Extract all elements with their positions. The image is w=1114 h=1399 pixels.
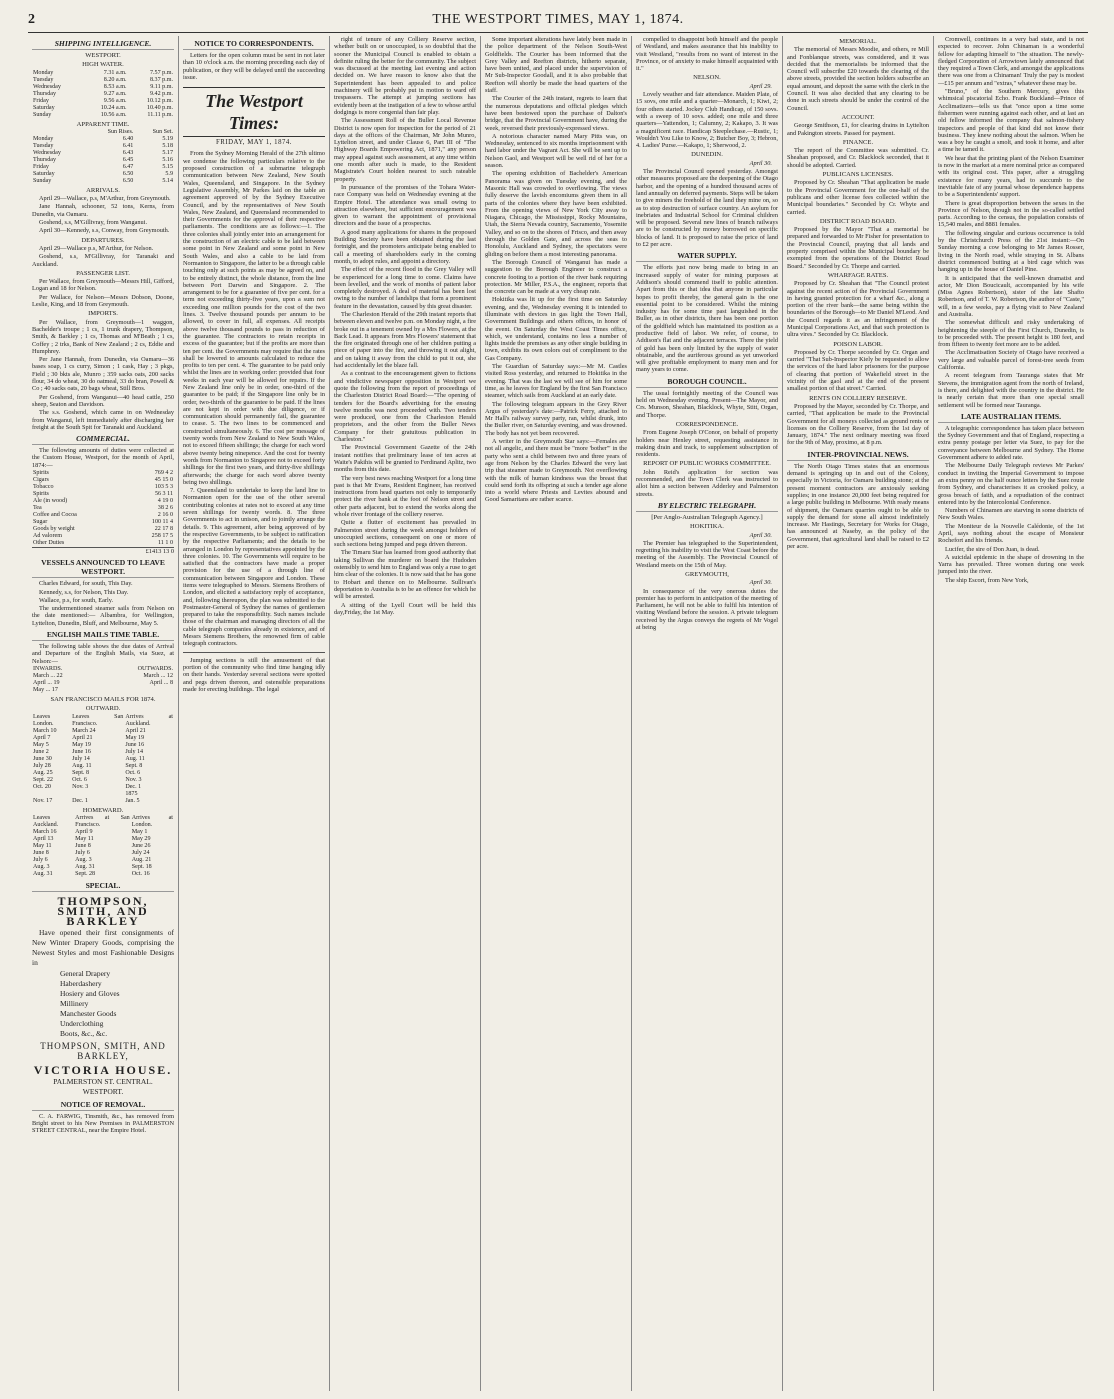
sun-table (32, 129, 174, 185)
tide-row: Tuesday 8.20 a.m. 8.37 p.m. (33, 76, 173, 83)
sf-row: May 5 May 19 June 16 (33, 741, 145, 748)
tide-row: Friday 9.56 a.m. 10.12 p.m. (33, 97, 173, 104)
duty-row: Other Duties 11 1 0 (33, 539, 173, 546)
hokitika-text: The Premier has telegraphed to the Superintendent, regretting his inability to visit the West Coast before the meeting of the Assembly. The Provincial Council of Westland meets on the 15th of May. (636, 539, 778, 569)
col4-para-2: The Courier of the 24th instant, regrets to learn that the numerous deputations and official pledges which have been bestowed upon the purchase of Dalton's bridge, that the Provincial Government have, during the week, reversed their previously-expressed views. (485, 95, 627, 132)
sun-row: Thursday 6.45 5.16 (33, 156, 173, 163)
sf-row: June 8 July 6 July 24 (33, 849, 150, 856)
sun-row: Wednesday 6.43 5.17 (33, 149, 173, 156)
finance-heading: FINANCE. (842, 138, 874, 146)
sf-row: July 6 Aug. 3 Aug. 21 (33, 856, 152, 863)
col7-para-12: The Moniteur de la Nouvelle Calédonie, of the 1st April, says nothing about the escape of Monsieur Rochefort and his friends. (938, 522, 1084, 545)
col7-para-7: The somewhat difficult and risky undertaking of heightening the steeple of the First Church, Dunedin, is to be proceeded with. The present height is 180 feet, and from fifteen to twenty feet more are to be added. (938, 319, 1084, 349)
col3-para-2: The Assessment Roll of the Buller Local Revenue District is now open for inspection for the period of 21 days at the offices of the Chairman, Mr John Munro, Lyttelton street, and under Clause 6, Part III of "The Highway Boards Empowering Act, 1871," any person may appeal against such assessment, at any time within one month after such is made, to the Resident Magistrate's Court holden nearest to such rateable property. (334, 117, 476, 183)
nelson-date: April 29. (749, 82, 772, 90)
mail-row: April ... 19 April ... 8 (33, 679, 173, 686)
sf-row: June 30 July 14 Aug. 11 (33, 755, 145, 762)
ad-goods-list (60, 969, 174, 1039)
tide-row: Wednesday 8.53 a.m. 9.11 p.m. (33, 83, 173, 90)
australian-items-text: A telegraphic correspondence has taken place between the Sydney Government and that of England, respecting a extra penny postage per letter via Suez, to pay for the conveyance between Melbourne and Sydney. The Home Government adhere to added rate. (938, 424, 1084, 462)
sf-row: 1875 (125, 790, 138, 797)
commercial-intro: The following amounts of duties were collected at the Custom House, Westport, for the month of April, 1874:— (32, 447, 174, 469)
sf-row: Sept. 22 Oct. 6 Nov. 3 (33, 776, 142, 783)
borough-council-text: The usual fortnightly meeting of the Council was held on Wednesday evening. Present—The Mayor, and Crs. Munson, Sheahan, Blacklock, Whyte, Stitt, Organ, and Thorpe. (636, 389, 778, 419)
arrival-item: Jane Hannah, schooner, 52 tons, Kerns, from Dunedin, via Oamaru. (32, 203, 174, 218)
ad-text: Have opened their first consignments of New Winter Drapery Goods, comprising the Newest Styles and most Fashionable Designs in (32, 927, 174, 967)
sun-header-row: Sun Rises. Sun Set. (107, 128, 173, 135)
sf-header-row: Leaves London. Leaves San Francisco. Arrives at Auckland. (33, 713, 173, 727)
vessel-item: Wallace, p.s, for south, Early. (39, 596, 114, 604)
mails-header-row: INWARDS. OUTWARDS. (33, 665, 173, 672)
road-board-text: Proposed by the Mayor "That a memorial be prepared and forwarded to Mr Fisher for presentation to the Provincial Council, praying that all lands and property comprised within the Municipal boundary be exempted from the operations of the District Road Board." Seconded by Cr. Thorpe and carried. (787, 226, 929, 270)
vessels-list (32, 580, 174, 604)
shipping-notice: The s.s. Goshend, which came in on Wednesday from Wanganui, left immediately after discharging her freight at the South Spit for Taranaki and Auckland. (32, 409, 174, 431)
tides-table (32, 70, 174, 119)
col3-para-3: In pursuance of the promises of the Tohara Water-race Company was held on Wednesday evening at the Empire Hotel. The attendance was small owing to attraction elsewhere, but sufficient encouragement was given to warrant the appointment of provisional directors and the issue of a prospectus. (334, 183, 476, 228)
ad-house: VICTORIA HOUSE. (33, 1062, 173, 1077)
col4-para-4: The opening exhibition of Bachelder's American Panorama was given on Tuesday evening, and the Masonic Hall was crowded to overflowing. The views fully deserve the lavish encomiums given them in all parts of the colonies where they have been exhibited. From the opening views of New York City away to Niagara, Chicago, the Mississippi, Rocky Mountains, Utah, the Sierra Nevada country, Sacramento, Yosemite Valley, and so on to the shores of Frisco, and then away through the Golden Gate, and across the seas to Honolulu, Auckland and Sydney, the spectators were gliding on before them a most interesting panorama. (485, 170, 627, 258)
leader-para-1: From the Sydney Morning Herald of the 27th ultimo we condense the following particulars relative to the proposed construction of a submarine telegraph communication between New Zealand, New South Wales, Queensland, and Singapore. In the Sydney Legislative Assembly, Mr Parkes laid on the table an agreement approved of by the Sydney Executive Council, and by the representatives of New South Wales, New Zealand, and Queensland recommended to their Governments for the approval of their respective parliaments. The conditions are as follows:—1. The three colonies shall jointly enter into an arrangement for the construction of an electric cable to be laid between some point in New Zealand and some point in New South Wales, and also a cable to be laid from Normanton to Singapore, the latter to be a through cable touching only at such points as may be agreed on, and to be entirely distinct, the whole distance, from the line between Port Darwin and Singapore. 2. The arrangement to be for a guarantee of five per cent. for a term not exceeding thirty-five years, upon a sum not exceeding one million pounds for the cost of the two lines. 3. Twelve thousand pounds per annum to be allowed, to cover in full, all expenses. All receipts above twelve thousand pounds to pass in reduction of the guarantee. The contractors to retain receipts in excess of the guarantee; but if the profits are more than ten per cent. the Governments may require that the rates shall be lowered to amounts calculated to reduce the profits to ten per cent. 4. The guarantee to be paid only whilst the lines are in working order: provided that four weeks in each year will be allowed for repairs. If the New Zealand line only be in order, one-third of the guarantee to be paid; if the Singapore line only be in order, two-thirds of the guarantee to be paid. If the lines are not kept in order with due diligence, or if communication should permanently fail, the guarantee to cease. 5. The two lines to be commenced and constructed simultaneously. 6. The cost per message of twenty words from New Zealand to New South Wales, not to exceed fifteen shillings; the charge for each word above twenty being ninepence. And the cost for twenty words from Normanton to Singapore not to exceed forty shillings for the first two years, and thirty-five shillings afterwards; the charge for each word above twenty being two shillings. (183, 150, 325, 486)
rents-heading: RENTS ON COLLIERY RESERVE. (809, 394, 907, 402)
mails-heading: ENGLISH MAILS TIME TABLE. (32, 630, 174, 641)
vessels-heading: VESSELS ANNOUNCED TO LEAVE WESTPORT. (32, 558, 174, 578)
sf-row: Aug. 25 Sept. 8 Oct. 6 (33, 769, 141, 776)
telegraph-agency: [Per Anglo-Australian Telegraph Agency.] (651, 513, 763, 521)
account-heading: ACCOUNT. (841, 113, 875, 121)
leader-para-2: 7. Queensland to undertake to keep the land line to Normanton open for the use of the other several contributing colonies at rates not to exceed at any time seven shillings for twenty words. 8. The three Governments to act in unison, and to jointly arrange the details. 9. This agreement, after being approved of by the respective Governments, to be subject to ratification by the respective Parliaments; and the details to be arranged in London by representatives appointed by the three colonies. 10. The Governments will require to be satisfied that the contractors have made a proper provision for the use of a through line of communication between Singapore and London. These items were telegraphed to Messrs. Siemens Brothers of London, and elicited a satisfactory reply of acceptance, and, following thereupon, the plan was submitted to the Postmaster-General of Sydney the names of gentlemen prepared to take the responsibility. Such names include those of the chairman and managing directors of all the cable telegraph companies already in existence, and of Messrs Siemens Brothers, the renowned firm of cable telegraph contractors. (183, 487, 325, 648)
col7-para-3: We hear that the printing plant of the Nelson Examiner is now in the market at a mere nominal price as compared with its original cost. This paper, after a struggling existence for many years, had to succumb to the inevitable fate of any journal whose dependence happens to be a Superintendents' support. (938, 154, 1084, 199)
column-7 (934, 36, 1088, 1391)
ad-goods-item: Hosiery and Gloves (60, 988, 120, 998)
passenger-item: Per Wallace, from Greymouth—Messrs Hill, Gifford, Logan and 18 for Nelson. (32, 278, 174, 293)
telegraph-heading: BY ELECTRIC TELEGRAPH. (636, 501, 778, 512)
greymouth-date: April 30. (749, 579, 772, 587)
westport-subheading: WESTPORT. (85, 52, 121, 59)
leader-date: FRIDAY, MAY 1, 1874. (216, 139, 292, 147)
mails-table (32, 666, 174, 694)
removal-text: C. A. FARWIG, Tinsmith, &c., has removed from Bright street to his New Premises in PALMERSTON STREET CENTRAL, near the Empire Hotel. (32, 1112, 174, 1135)
arrival-item: April 30—Kennedy, s.s, Conway, from Greymouth. (39, 227, 170, 235)
publicans-heading: PUBLICANS LICENSES. (822, 171, 894, 179)
dunedin-text: The Provincial Council opened yesterday. Amongst other measures proposed are the deepening of the Otago harbor, and the opening of a hundred thousand acres of land annually on deferred payments. Steps will be taken to give miners the freehold of the land they mine on, so as to stop destruction of surface country. An asylum for inebriates and Industrial School for Criminal children will be proposed. Several new lines of branch railways are to be constructed by money borrowed on specific blocks of land. It is proposed to raise the price of land to £2 per acre. (636, 168, 778, 249)
ad-name: THOMPSON, SMITH, AND BARKLEY (57, 893, 149, 928)
correspondence-heading: CORRESPONDENCE. (675, 420, 739, 428)
poison-labor-text: Proposed by Cr. Thorpe seconded by Cr. Organ and carried "That Sub-Inspector Kiely be requested to allow the services of the hard labor prisoners for the purpose of clearing that portion of Wakefield street in the vicinity of the gaol and at the end of the present smallest portion of that street." Carried. (787, 348, 929, 393)
poison-labor-heading: POISON LABOR. (833, 340, 883, 348)
duty-row: Spirits 769 4 2 (33, 469, 173, 476)
passenger-item: Per Wallace, for Nelson—Messrs Dobson, Doone, Leslie, King, and 18 from Greymouth. (32, 293, 174, 309)
column-6 (783, 36, 934, 1391)
sf-row: Aug. 31 Sept. 28 Oct. 16 (33, 870, 150, 877)
finance-text: The report of the Committee was submitted. Cr. Sheahan proposed, and Cr. Blacklock seconded, that it should be adopted. Carried. (787, 147, 929, 169)
duty-row: Spirits 56 3 11 (33, 490, 173, 497)
road-board-heading: DISTRICT ROAD BOARD. (819, 217, 897, 225)
tide-row: Monday 7.31 a.m. 7.57 p.m. (33, 69, 173, 76)
ad-signature: THOMPSON, SMITH, AND BARKLEY, (40, 1040, 166, 1061)
imports-text-3: Per Goshend, from Wanganui—40 head cattle, 250 sheep, Seaton and Davidson. (32, 393, 174, 408)
tide-row: Sunday 10.56 a.m. 11.11 p.m. (33, 111, 173, 118)
sf-row: Nov. 17 Dec. 1 Jan. 5 (33, 797, 140, 804)
duty-row: Tobacco 103 5 3 (33, 483, 173, 490)
page-number: 2 (28, 12, 36, 27)
publicans-text: Proposed by Cr. Sheahan "That application be made to the Provincial Government for the one-half of the publicans and other license fees collected within the Municipal boundaries." Seconded by Cr. Whyte and carried. (787, 179, 929, 216)
duties-total: £1413 13 0 (32, 547, 174, 555)
apparent-time-heading: APPARENT TIME. (76, 120, 130, 128)
special-heading: SPECIAL. (32, 881, 174, 892)
hokitika-date: April 30. (749, 531, 772, 539)
sf-row: March 16 April 9 May 1 (33, 828, 148, 835)
column-2 (179, 36, 330, 1391)
col7-para-13: Lucifer, the sire of Don Juan, is dead. (945, 545, 1040, 553)
column-1 (28, 36, 179, 1391)
sf-row: April 7 April 21 May 19 (33, 734, 145, 741)
greymouth-heading: GREYMOUTH, (685, 571, 729, 578)
sf-row: March 10 March 24 April 21 (33, 727, 146, 734)
vessel-item: Kennedy, s.s, for Nelson, This Day. (39, 588, 129, 596)
masthead-title: THE WESTPORT TIMES, MAY 1, 1874. (432, 12, 684, 27)
column-4 (481, 36, 632, 1391)
sun-row: Tuesday 6.41 5.18 (33, 142, 173, 149)
imports-text: Per Wallace, from Greymouth—1 waggon, Bachelder's troupe ; 1 cs, 1 trunk drapery, Thompson, Smith, & Barkley ; 1 cs, Thomas and M'Beath ; 1 cs, Coffey ; 2 trks, Bank of New Zealand ; 2 cs, Eddie and Humphrey. (32, 318, 174, 355)
sf-outward-heading: OUTWARD. (85, 705, 121, 713)
high-water-heading: HIGH WATER. (82, 61, 124, 69)
duties-table (32, 470, 174, 547)
col4-para-3: A notorious character named Mary Pitts was, on Wednesday, sentenced to six months imprisonment with hard labor under the Vagrant Act. She will be sent up to Nelson Gaol, and Westport will be well rid of her for a season. (485, 132, 627, 170)
public-works-text: John Reid's application for section was recommended, and the Town Clerk was instructed to allot him a section between Adderley and Palmerston streets. (636, 468, 778, 498)
passenger-list (32, 278, 174, 308)
leader-para-3: Jumping sections is still the amusement of that portion of the community who find time hanging idly on their hands. Yesterday several sections were spotted and pegs driven thereon, and ostensible preparations made for erecting buildings. The legal (183, 656, 325, 693)
shipping-heading: SHIPPING INTELLIGENCE. (32, 39, 174, 50)
greymouth-text: In consequence of the very onerous duties the premier has to perform in anticipation of the meeting of Parliament, he will not be able to fulfil his intention of visiting Westland before the session. A private telegram received by the Argus conveys the regrets of Mr Vogel at being (636, 587, 778, 632)
vessel-item: Charles Edward, for south, This Day. (39, 580, 133, 588)
sf-row: April 13 May 11 May 29 (33, 835, 151, 842)
duty-row: Goods by weight 22 17 8 (33, 525, 173, 532)
ad-goods-item: Millinery (60, 998, 89, 1008)
sf-row: June 2 June 16 July 14 (33, 748, 144, 755)
sf-row: May 11 June 8 June 26 (33, 842, 151, 849)
column-5 (632, 36, 783, 1391)
departure-item: Goshend, s.s, M'Gillivray, for Taranaki and Auckland. (32, 253, 174, 268)
ad-goods-item: Haberdashery (60, 978, 102, 988)
sun-row: Saturday 6.50 5.9 (33, 170, 173, 177)
col4-para-9: A writer in the Greymouth Star says:—Females are not all angelic, and there must be "more 'bother'" in the party who sent a child between two and three years of age from Nelson by the Charles Edward the very last trip that steamer made to Greymouth. Not overflowing with the milk of human kindness was the breast that could send forth its offspring at such a tender age alone into a world where Priests and Levites abound and Good Samaritans are rather scarce. (485, 438, 627, 504)
correspondents-heading: NOTICE TO CORRESPONDENTS. (183, 39, 325, 50)
arrivals-heading: ARRIVALS. (86, 186, 120, 194)
ad-goods-item: General Drapery (60, 968, 111, 978)
col7-para-8: The Acclimatisation Society of Otago have received a very large and valuable parcel of forest-tree seeds from California. (938, 349, 1084, 372)
mail-row: May ... 17 (33, 686, 58, 693)
sf-outward-table (32, 714, 174, 805)
nelson-text: Lovely weather and fair attendance. Maiden Plate, of 15 sovs, one mile and a quarter—Monarch, 1; Kiwi, 2; four others started. Jockey Club Handicap, of 150 sovs. with a sweep of 10 sovs. added; one mile and three quarters—Yattendon, 1; Calumny, 2; Kakapo, 3. It was a magnificent race. Handicap Steeplechase.—Rustic, 1; Wouldn't You Like to Know, 2; Butcher Boy, 3; Hebron, 4. Ladies' Purse.—Kakapo, 1; Sherwood, 2. (636, 91, 778, 150)
duty-row: Ale (in wood) 4 19 0 (33, 497, 173, 504)
wharfage-text: Proposed by Cr. Sheahan that "The Council protest against the recent action of the Provincial Government in having granted protection for a wharf &c., along a portion of the river bank—the same being within the boundaries of the Borough—to Mr Daniel M'Leod. And the Council regards it as an infringement of the Municipal Corporations Act, and that such protection is ultra vires." Seconded by Cr. Blacklock. (787, 280, 929, 339)
col4-para-7: The Guardian of Saturday says:—Mr M. Castles visited Ross yesterday, and returned to Hokitika in the evening. That was the last we will see of him for some time, as he leaves for England by the first San Francisco steamer, which sails from Auckland at an early date. (485, 363, 627, 400)
arrival-item: April 29—Wallace, p.s, M'Arthur, from Greymouth. (39, 195, 171, 203)
col4-para-1: Some important alterations have lately been made in the police department of the Nelson South-West Goldfields. The Courier has been informed that the Grey Valley and Reefton districts, hitherto separate, have been united, and placed under the supervision of Mr Sub-Inspector Goodall, and it is also probable that Reefton will shortly be made the head quarters of the staff. (485, 36, 627, 95)
public-works-heading: REPORT OF PUBLIC WORKS COMMITTEE. (643, 460, 771, 468)
account-text: George Smithson, £1, for clearing drains in Lyttelton and Pakington streets. Passed for payment. (787, 122, 929, 137)
column-3 (330, 36, 481, 1391)
sf-heading: SAN FRANCISCO MAILS FOR 1874. (50, 695, 156, 703)
sun-row: Sunday 6.50 5.14 (33, 177, 173, 184)
col7-para-6: It is anticipated that the well-known dramatist and actor, Mr Dion Boucicault, accompanied by his wife (Miss Agnes Robertson), sister of the late Shafto Robertson, and of T. W. Robertson, the author of "Caste," will, in a few weeks, pay a flying visit to New Zealand and Australia. (938, 274, 1084, 318)
sf-header-row: Leaves Auckland. Arrives at San Francisco. Arrives at London. (33, 814, 173, 828)
col3-para-8: The Provincial Government Gazette of the 24th instant notifies that preliminary lease of ten acres at Waite's Pakihis will be granted to Ferdinand Aplitz, two months from this date. (334, 444, 476, 474)
col3-para-1: right of tenure of any Colliery Reserve section, whether built on or unoccupied, is so doubtful that the sooner the Municipal Council is enabled to obtain a definite ruling the better for the community. The subject was discussed at the meeting last evening and action decided on. We have reason to know also that the Superintendent has been appealed to and police machinery will be probably put in motion to ward off trespassers. The attempt at jumping sections has evidently been at the instigation of a few to whose artful dodgings is more congenial than fair play. (334, 36, 476, 116)
dunedin-date: April 30. (749, 159, 772, 167)
sun-row: Friday 6.47 5.15 (33, 163, 173, 170)
sf-row: Oct. 20 Nov. 3 Dec. 1 (33, 783, 142, 790)
col7-para-9: A recent telegram from Tauranga states that Mr Stevens, the immigration agent from the north of Ireland, is there, and delighted with the country in the district. He is nearly certain that more than one special small settlement will be formed near Tauranga. (938, 372, 1084, 409)
mail-row: March ... 22 March ... 12 (33, 672, 173, 679)
sf-homeward-table (32, 815, 174, 878)
col3-para-11: The Timaru Star has learned from good authority that taking Sullivan the murderer on board the Hudoden ostensibly to send him to England was only a ruse to get him clear of the colonies. It is now said that he has gone to Hobart and thence on to Melbourne. Sullivan's deportation to Australia is to be an offence for which he will be arrested. (334, 549, 476, 601)
tide-row: Thursday 9.27 a.m. 9.42 p.m. (33, 90, 173, 97)
col3-para-4: A good many applications for shares in the proposed Building Society have been obtained during the last fortnight, and the promoters anticipate being enabled to call a meeting of shareholders early in the coming month, to adopt rules, and appoint a directory. (334, 228, 476, 265)
col7-para-15: The ship Escort, from New York, (945, 576, 1029, 584)
ad-town: WESTPORT. (82, 1086, 124, 1096)
sf-row: Aug. 3 Aug. 31 Sept. 18 (33, 863, 152, 870)
arrival-item: Goshend, s.s, M'Gillivray, from Wanganui. (39, 219, 148, 227)
water-supply-heading: WATER SUPPLY. (636, 251, 778, 262)
ad-address: PALMERSTON ST. CENTRAL. (53, 1076, 153, 1086)
col7-para-11: Numbers of Chinamen are starving in some districts of New South Wales. (938, 507, 1084, 522)
col3-para-7: As a contrast to the encouragement given to fictions and vindictive newspaper opposition in Westport we quote the following from the report of proceedings of the Charleston District Road Board:—"The opening of tenders for the Board's advertising for the ensuing twelve months was next proceeded with. Two tenders were produced, one from the Charleston Herald proprietors, and the other from the Buller News Company for their gratuitous publication in Charleston." (334, 370, 476, 444)
duty-row: Tea 38 2 6 (33, 504, 173, 511)
col7-para-14: A suicidal epidemic in the shape of drowning in the Yarra has prevailed. Three women during one week jumped into the river. (938, 553, 1084, 576)
col7-para-5: The following singular and curious occurrence is told by the Christchurch Press of the 21st instant:—On Sunday morning a cow belonging to Mr James Rosser, living in the North road, while straying in St. Albans district commenced butting at a bird cage which was hanging up in the house of Daniel Pine. (938, 229, 1084, 274)
departures-heading: DEPARTURES. (81, 236, 125, 244)
ad-goods-item: Underclothing (60, 1018, 104, 1028)
drapery-advertisement (32, 893, 174, 1097)
duty-row: Ad valorem 258 17 5 (33, 532, 173, 539)
steamers-text: The undermentioned steamer sails from Nelson on the date mentioned:— Albambra, for Wellington, Lyttelton, Dunedin, Bluff, and Melbourne, May 5. (32, 605, 174, 627)
col3-para-5: The effect of the recent flood in the Grey Valley will be experienced for a long time to come. Claims have been levelled, and the work of months of patient labor completely destroyed. A deal of material has been lost owing to the number of landslips that form a prominent feature in the devastation, caused by this great disaster. (334, 266, 476, 310)
col7-para-10: The Melbourne Daily Telegraph reviews Mr Parkes' conduct in inviting the Imperial Government to impose an extra penny on the half ounce letters by the Suez route from Sydney, and characterises it as crooked policy, a gross breach of faith, and a repudiation of the contract entered into by the Intercolonial Conference. (938, 462, 1084, 506)
australian-items-heading: LATE AUSTRALIAN ITEMS. (938, 412, 1084, 423)
correspondence-text: From Eugene Joseph O'Conor, on behalf of property holders near Henley street, requesting assistance in making drain and track, to supplement subscription of residents. (636, 429, 778, 459)
departure-item: April 29—Wallace p.s, M'Arthur, for Nelson. (39, 244, 154, 252)
col5-para-1: compelled to disappoint both himself and the people of Westland, and makes assurance that his inability to visit Westland, "results from no want of interest in the Province, or of anxiety to make himself acquainted with it." (636, 36, 778, 73)
col7-para-2: "Bruno," of the Southern Mercury, gives this whimsical piscatorial Echo. Frank Buckland—Prince of Acclimatizers—tells us that "once upon a time some fishermen were running against each other, and at last an old fellow informed the company that salmon-fishery inspectors and people of that kind did not know their business. They knew nothing about the salmon. When he was a boy he caught a smolt, and took it home, and after a time he tamed it. (938, 88, 1084, 154)
imports-text-2: Per Jane Hannah, from Dunedin, via Oamaru—36 bases soap, 1 cs curry, Simon ; 1 cask, Hay ; 3 pkgs, Field ; 30 bkts ale, Munro ; 359 sacks oats, 200 sacks flour, 34 do wheat, 30 do oatmeal, 33 do bran, Powell & Co ; 40 sacks oats, 20 bags wheat, Still Bros. (32, 356, 174, 393)
duty-row: Cigars 45 15 0 (33, 476, 173, 483)
col3-para-9: The very best news reaching Westport for a long time past is that Mr Evans, Resident Engineer, has received instructions from head quarters not only to temporarily protect the river bank at the foot of Nelson street and other parts adjacent, but to extend the works along the whole river frontage of the colliery reserve. (334, 474, 476, 518)
rents-text: Proposed by the Mayor, seconded by Cr. Thorpe, and carried, "That application be made to the Provincial Government for all moneys collected as ground rents or licenses on the Colliery Reserve, from the 1st day of January, 1874." The next ordinary meeting was fixed for the 9th of May, proximo, at 8 p.m. (787, 402, 929, 447)
inter-provincial-text: The North Otago Times states that an enormous demand is springing up in and out of the Colony, especially in Victoria, for Oamaru building stone; at the present moment contractors are anxiously seeking supplies; in one instance 20,000 feet being required for a large public building in Melbourne. With ready means of shipment, the Oamaru quarries ought to be able to supply the demand for stone all almost indefinitely increase. Mr Hastings, Secretary for Works for Otago, has announced at Naseby, as the policy of the Government, that agricultural land shall be raised to £2 per acre. (787, 462, 929, 550)
correspondents-notice: Letters for the open column must be sent in not later than 10 o'clock a.m. the morning preceding each day of publication, or they will be delayed until the succeeding issue. (183, 52, 325, 81)
mails-intro: The following table shows the due dates of Arrival and Departure of the English Mails, via Suez, at Nelson:— (32, 643, 174, 665)
masthead (28, 12, 1088, 33)
col7-para-4: There is great disproportion between the sexes in the Province of Nelson, though not in the so-called settled parts. According to the census, the population consists of 15,540 males, and 8881 females. (938, 199, 1084, 229)
paper-title: The Westport Times: (183, 87, 325, 137)
borough-council-heading: BOROUGH COUNCIL. (636, 377, 778, 388)
divider (183, 652, 325, 653)
arrivals-list (32, 195, 174, 234)
water-supply-text: The efforts just now being made to bring in an increased supply of water for mining purposes at Addison's should commend itself to public attention. Apart from this or that idea that anyone in particular hopes to profit thereby, the general gain is the one essential point to be considered. Whilst the mining industry has for some time past languished in the Buller, as in other districts, there has been one portion of the goldfield which has maintained its position as a productive field of labor. We refer, of course, to Addison's flat and the adjacent terraces. There the yield of gold has been only limited by the supply of water obtainable, and the auriferous ground as yet unworked will give profitable employment to many men and for many years to come. (636, 264, 778, 374)
wharfage-heading: WHARFAGE RATES. (827, 271, 889, 279)
duty-row: Coffee and Cocoa 2 16 0 (33, 511, 173, 518)
departures-list (32, 245, 174, 268)
commercial-heading: COMMERCIAL. (32, 434, 174, 445)
ad-goods-item: Boots, &c., &c. (60, 1028, 108, 1038)
removal-heading: NOTICE OF REMOVAL. (32, 1100, 174, 1111)
passenger-heading: PASSENGER LIST. (76, 269, 130, 277)
sf-row: July 28 Aug. 11 Sept. 8 (33, 762, 143, 769)
col3-para-10: Quite a flutter of excitement has prevailed in Palmerston street during the week amongst holders of unoccupied sections, consequent on one or more of such sections being jumped and pegs driven thereon. (334, 519, 476, 549)
col3-para-6: The Charleston Herald of the 29th instant reports that between eleven and twelve p.m. on Monday night, a fire broke out in a tenement owned by a Mrs Flowers, at the Back Lead. It appears from Mrs Flowers' statement that the fire originated through one of her children putting a piece of paper into the fire, and throwing it out alight, and on taking it away from the child to put it out, she had accidentally let the blaze fall. (334, 310, 476, 370)
dunedin-heading: DUNEDIN. (691, 151, 723, 159)
sun-row: Monday 6.40 5.19 (33, 135, 173, 142)
memorial-heading: MEMORIAL. (839, 38, 877, 45)
tide-row: Saturday 10.24 a.m. 10.40 p.m. (33, 104, 173, 111)
col3-para-12: A sitting of the Lyell Court will be held this day,Friday, the 1st May. (334, 601, 476, 616)
col4-para-5: The Borough Council of Wanganui has made a suggestion to the Borough Engineer to construct a concrete footing to a portion of the river bank requiring protection. Mr Miller, P.S.A., the engineer, reports that the concrete can be made at a very cheap rate. (485, 258, 627, 296)
memorial-text: The memorial of Messrs Moodie, and others, re Mill and Fonblanque streets, was considered, and it was decided that the memorialists be informed that the Council will subscribe £20 towards the clearing of the above streets, provided the section holders subscribe an equal amount, and deposit the same with the clerk in the Council. It was also decided that any clearing to be done in such streets should be under the control of the Council. (787, 46, 929, 112)
sf-homeward-heading: HOMEWARD. (82, 806, 124, 814)
inter-provincial-heading: INTER-PROVINCIAL NEWS. (787, 450, 929, 461)
imports-heading: IMPORTS. (88, 310, 118, 318)
ad-goods-item: Manchester Goods (60, 1008, 117, 1018)
columns (28, 36, 1088, 1391)
hokitika-heading: HOKITIKA. (690, 523, 724, 531)
duty-row: Sugar 100 11 4 (33, 518, 173, 525)
col4-para-6: Hokitika was lit up for the first time on Saturday evening, and the, Wednesday evening it is intended to illuminate with devices in gas light the Town Hall, Government Buildings and others offices, in honor of the event. On Saturday the West Coast Times office, which, we understand, contains no less a number of lights inside the premises as any other single building in town, exhibits its own colors out of compliment to the Gas Company. (485, 296, 627, 362)
col4-para-8: The following telegram appears in the Grey River Argus of yesterday's date:—Patrick Ferry, attached to Mr Hall's railway survey party, ran, whilst drunk, into the Buller river, on Saturday evening, and was drowned. The body has not yet been recovered. (485, 400, 627, 437)
nelson-heading: NELSON. (693, 74, 721, 82)
col7-para-1: Cromwell, continues in a very bad state, and is not expected to recover. John Chinaman is a wonderful fellow for adapting himself to "the situation. The newly-fledged Corporation of Arrowtown lately announced that they required a Town Clerk, and amongst the applications there was one from a Chinaman! Truly the pay is modest—£15 per annum and "extras," whatever these may be. (938, 36, 1084, 87)
